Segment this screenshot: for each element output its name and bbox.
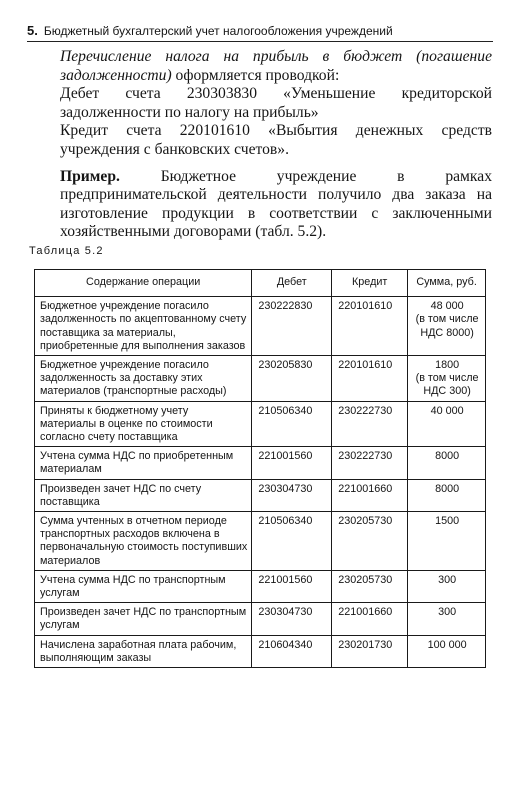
- operations-table: [34, 269, 486, 668]
- header-rule: [27, 41, 493, 42]
- header-amount: Сумма, руб.: [408, 270, 486, 297]
- amount-cell: 8000: [408, 447, 486, 479]
- table-caption: Таблица 5.2: [29, 245, 104, 257]
- amount-cell: 8000: [408, 479, 486, 511]
- operation-cell: Приняты к бюджетному учету материалы в оценке по стоимости согласно счету поставщика: [35, 401, 252, 447]
- amount-value: 48 000: [430, 300, 464, 313]
- table-header-row: [35, 270, 486, 297]
- example-text: Бюджетное учреждение в рамках предпринимательской деятельности получило два заказа на изготовление продукции в соответствии с заключенными хозяйственными договорами (табл. 5.2).: [60, 167, 492, 241]
- debit-cell: 210506340: [252, 512, 332, 571]
- table-row: [35, 603, 486, 635]
- operation-cell: Произведен зачет НДС по счету поставщика: [35, 479, 252, 511]
- debit-cell: 230304730: [252, 603, 332, 635]
- debit-cell: 221001560: [252, 447, 332, 479]
- table-row: [35, 479, 486, 511]
- credit-cell: 230205730: [332, 512, 408, 571]
- credit-cell: 220101610: [332, 356, 408, 402]
- amount-value: 1800: [435, 359, 460, 372]
- amount-cell: 300: [408, 570, 486, 602]
- amount-cell: 100 000: [408, 635, 486, 667]
- debit-cell: 210604340: [252, 635, 332, 667]
- table-row: [35, 447, 486, 479]
- operation-cell: Бюджетное учреждение погасило задолженность за доставку этих материалов (транспортные расходы): [35, 356, 252, 402]
- running-header: [27, 23, 497, 38]
- operation-cell: Начислена заработная плата рабочим, выполняющим заказы: [35, 635, 252, 667]
- chapter-number: 5.: [27, 23, 38, 38]
- debit-cell: 221001560: [252, 570, 332, 602]
- table-row: [35, 635, 486, 667]
- operation-cell: Сумма учтенных в отчетном периоде транспортных расходов включена в первоначальную стоимость поступивших материалов: [35, 512, 252, 571]
- paragraph-debit-account: Дебет счета 230303830 «Уменьшение кредиторской задолженности по налогу на прибыль»: [60, 85, 492, 121]
- credit-cell: 221001660: [332, 603, 408, 635]
- credit-cell: 230222730: [332, 401, 408, 447]
- debit-cell: 230205830: [252, 356, 332, 402]
- header-debit: Дебет: [252, 270, 332, 297]
- paragraph-credit-account: Кредит счета 220101610 «Выбытия денежных средств учреждения с банковских счетов».: [60, 122, 492, 158]
- body-text: [60, 48, 492, 242]
- credit-cell: 230222730: [332, 447, 408, 479]
- amount-cell: [408, 297, 486, 356]
- amount-cell: [408, 356, 486, 402]
- table-row: [35, 401, 486, 447]
- credit-cell: 221001660: [332, 479, 408, 511]
- credit-cell: 230201730: [332, 635, 408, 667]
- amount-cell: 40 000: [408, 401, 486, 447]
- example-label: Пример.: [60, 167, 120, 185]
- table-row: [35, 512, 486, 571]
- operation-cell: Бюджетное учреждение погасило задолженность по акцептованному счету поставщика за материалы, приобретенные для выполнения заказов: [35, 297, 252, 356]
- paragraph-tax-transfer: [60, 48, 492, 85]
- credit-cell: 230205730: [332, 570, 408, 602]
- amount-note: (в том числе НДС 300): [415, 372, 479, 398]
- operation-cell: Произведен зачет НДС по транспортным услугам: [35, 603, 252, 635]
- header-credit: Кредит: [332, 270, 408, 297]
- operation-cell: Учтена сумма НДС по транспортным услугам: [35, 570, 252, 602]
- table-row: [35, 356, 486, 402]
- chapter-title: Бюджетный бухгалтерский учет налогообложения учреждений: [43, 24, 393, 38]
- debit-cell: 210506340: [252, 401, 332, 447]
- operation-cell: Учтена сумма НДС по приобретенным материалам: [35, 447, 252, 479]
- table-row: [35, 297, 486, 356]
- debit-cell: 230222830: [252, 297, 332, 356]
- amount-cell: 300: [408, 603, 486, 635]
- header-operation: Содержание операции: [35, 270, 252, 297]
- credit-cell: 220101610: [332, 297, 408, 356]
- amount-note: (в том числе НДС 8000): [415, 313, 479, 339]
- debit-cell: 230304730: [252, 479, 332, 511]
- table-row: [35, 570, 486, 602]
- tax-transfer-italic: Перечисление налога на прибыль в бюджет (погашение задолженности): [60, 48, 492, 84]
- paragraph-example: [60, 168, 492, 242]
- amount-cell: 1500: [408, 512, 486, 571]
- tax-transfer-rest: оформляется проводкой:: [171, 66, 340, 84]
